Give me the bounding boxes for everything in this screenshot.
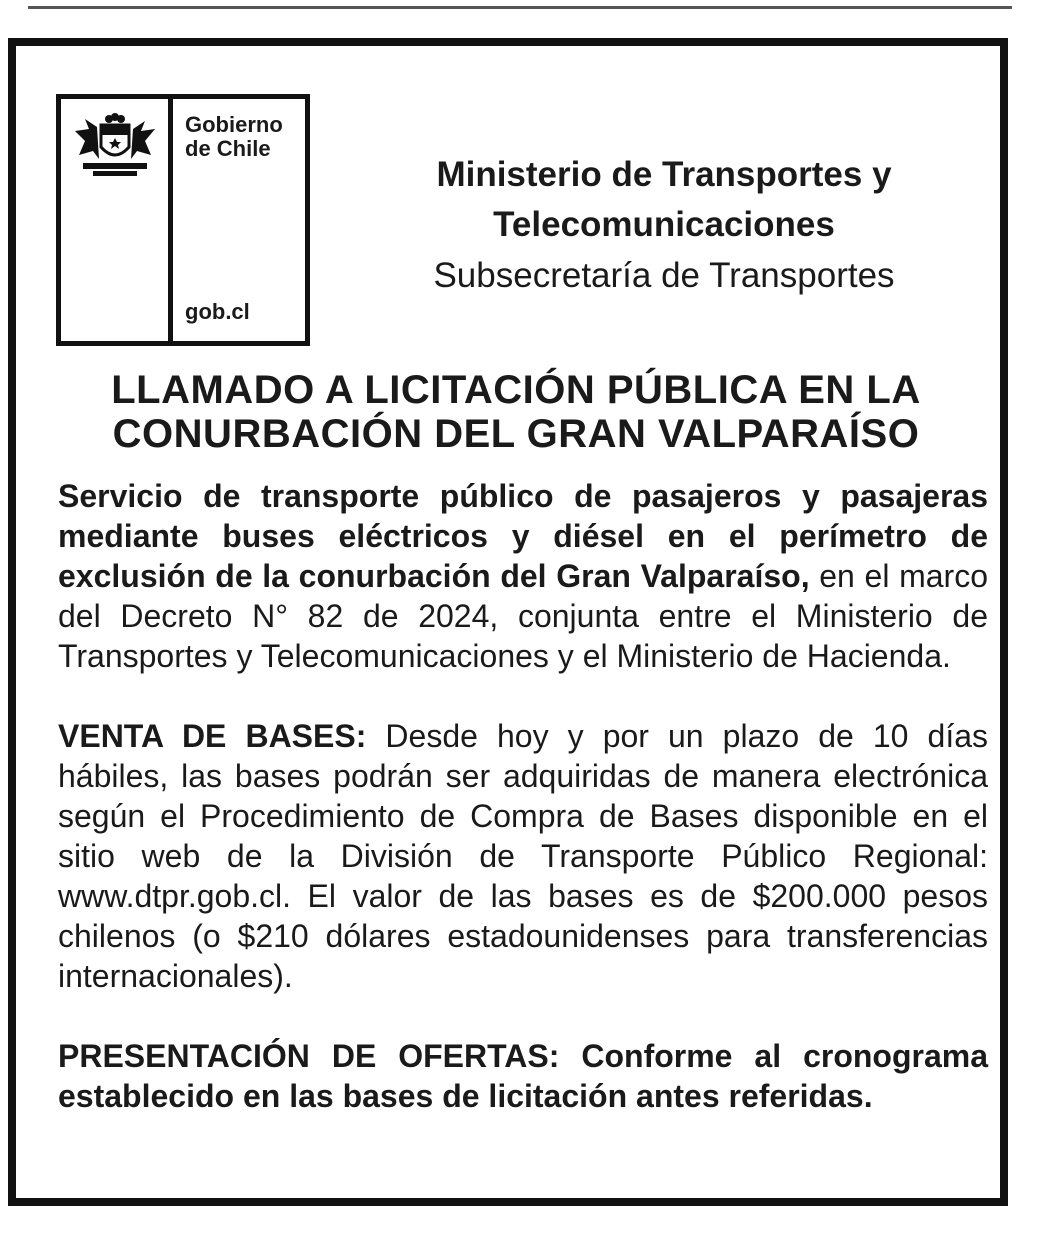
logo-wordmark bbox=[185, 113, 283, 161]
logo-crest-panel bbox=[61, 99, 168, 341]
headline-line-2: CONURBACIÓN DEL GRAN VALPARAÍSO bbox=[112, 412, 920, 456]
logo-divider bbox=[168, 99, 173, 341]
coat-of-arms-icon bbox=[71, 111, 159, 181]
presentacion-paragraph bbox=[58, 1036, 988, 1116]
presentacion-text: Conforme al cronograma establecido en las bases de licitación antes referidas. bbox=[58, 1038, 988, 1114]
headline-line-1: LLAMADO A LICITACIÓN PÚBLICA EN LA bbox=[111, 368, 921, 412]
tender-headline bbox=[44, 368, 988, 456]
venta-label: VENTA DE BASES: bbox=[58, 718, 367, 754]
service-bold-text: Servicio de transporte público de pasajeros y pasajeras mediante buses eléctricos y diésel en el perímetro de exclusión de la conurbación del Gran Valparaíso, bbox=[58, 478, 988, 594]
ministry-title-line-2: Telecomunicaciones bbox=[493, 205, 835, 244]
service-paragraph bbox=[58, 476, 988, 676]
top-rule bbox=[28, 6, 1012, 9]
venta-text: Desde hoy y por un plazo de 10 días hábiles, las bases podrán ser adquiridas de manera electrónica según el Procedimiento de Compra de Bases disponible en el sitio web de la División de Transporte Público Regional: www.dtpr.gob.cl. El valor de las bases es de $200.000 pesos chilenos (o $210 dólares estadounidenses para transferencias internacionales). bbox=[58, 718, 989, 994]
logo-line-2: de Chile bbox=[185, 136, 271, 161]
notice-body bbox=[58, 476, 988, 1156]
presentacion-label: PRESENTACIÓN DE OFERTAS: bbox=[58, 1038, 560, 1074]
ministry-title-line-1: Ministerio de Transportes y bbox=[436, 155, 892, 194]
notice-frame bbox=[8, 38, 1008, 1206]
gobierno-logo bbox=[56, 94, 310, 346]
logo-url: gob.cl bbox=[185, 299, 250, 324]
venta-paragraph bbox=[58, 716, 988, 996]
ministry-subtitle: Subsecretaría de Transportes bbox=[433, 256, 895, 295]
service-regular-text: en el marco del Decreto N° 82 de 2024, conjunta entre el Ministerio de Transportes y Telecomunicaciones y el Ministerio de Hacienda. bbox=[58, 558, 989, 674]
logo-line-1: Gobierno bbox=[185, 112, 283, 137]
ministry-heading bbox=[346, 150, 982, 302]
